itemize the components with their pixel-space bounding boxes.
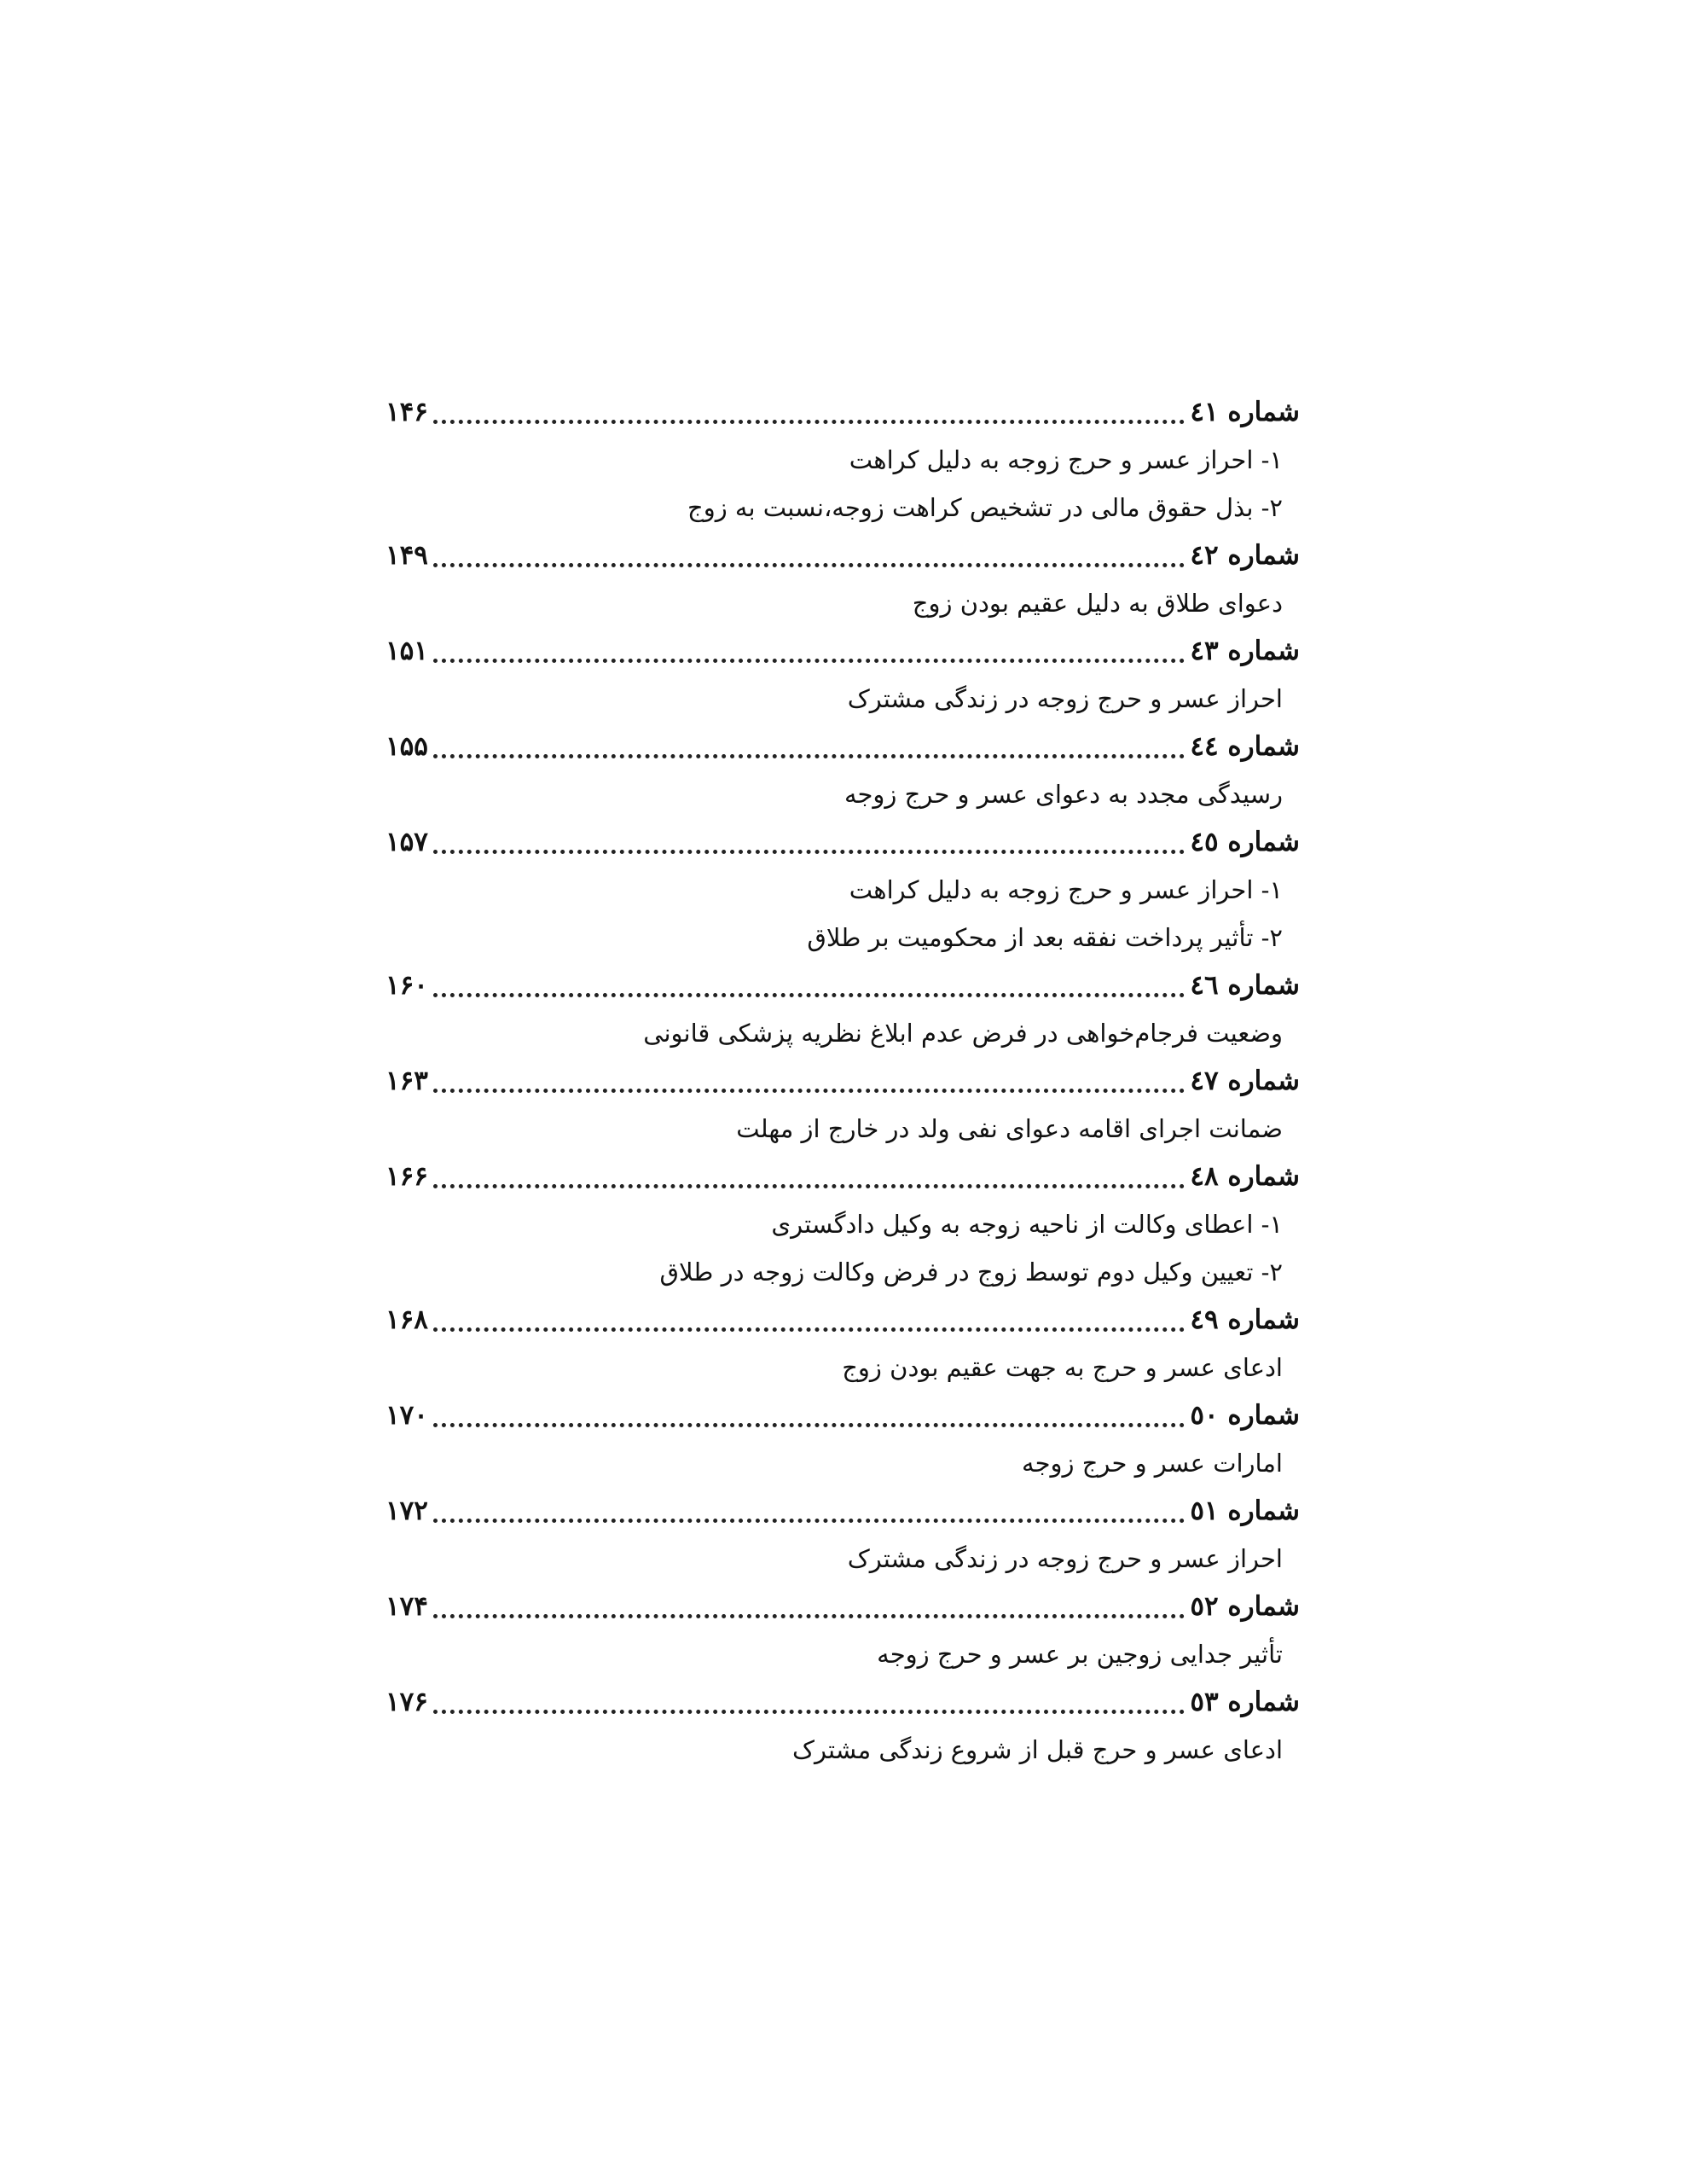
toc-entry: [386, 961, 1300, 1057]
toc-page-number: ۱۶۳: [386, 1066, 428, 1096]
dot-leader: [433, 1519, 1185, 1523]
toc-entry-heading: [386, 818, 1300, 866]
toc-entry-title: شماره ٥٠: [1190, 1400, 1300, 1431]
toc-subentry: [386, 436, 1300, 484]
toc-subentry-text: رسیدگی مجدد به دعوای عسر و حرج زوجه: [844, 780, 1283, 809]
toc-page-number: ۱۵۷: [386, 827, 428, 857]
toc-entry: [386, 1678, 1300, 1774]
toc-entry-heading: [386, 1583, 1300, 1630]
toc-entry-heading: [386, 531, 1300, 579]
toc-subentry-text: وضعیت فرجام‌خواهی در فرض عدم ابلاغ نظریه پزشکی قانونی: [643, 1019, 1283, 1048]
toc-subentry-text: احراز عسر و حرج زوجه در زندگی مشترک: [847, 684, 1283, 713]
toc-entry: [386, 1057, 1300, 1153]
dot-leader: [433, 993, 1185, 997]
toc-page-number: ۱۶۶: [386, 1161, 428, 1192]
dot-leader: [433, 754, 1185, 758]
toc-page-number: ۱۵۵: [386, 731, 428, 762]
toc-entry-heading: [386, 1153, 1300, 1200]
toc-entry-title: شماره ٥١: [1190, 1496, 1300, 1526]
dot-leader: [433, 1089, 1185, 1093]
toc-entry: [386, 1583, 1300, 1678]
toc-subentry: [386, 1344, 1300, 1391]
toc-page-number: ۱۴۹: [386, 540, 428, 571]
toc-entry: [386, 723, 1300, 818]
toc-subentry: [386, 1009, 1300, 1057]
toc-subentry: [386, 1439, 1300, 1487]
toc-entry: [386, 388, 1300, 531]
toc-page-number: ۱۷۶: [386, 1687, 428, 1717]
toc-entry-heading: [386, 388, 1300, 436]
toc-subentry-text: ۱- احراز عسر و حرج زوجه به دلیل کراهت: [849, 875, 1283, 904]
toc-subentry-text: تأثیر جدایی زوجین بر عسر و حرج زوجه: [877, 1640, 1283, 1669]
toc-entry-title: شماره ٤٨: [1190, 1161, 1300, 1192]
toc-entry-heading: [386, 1057, 1300, 1105]
toc-subentry: [386, 1200, 1300, 1248]
toc-entry-title: شماره ٥٢: [1190, 1591, 1300, 1622]
toc-subentry: [386, 1248, 1300, 1296]
dot-leader: [433, 563, 1185, 567]
toc-entry: [386, 1487, 1300, 1583]
toc-subentry-text: ۲- بذل حقوق مالی در تشخیص کراهت زوجه،نسبت به زوج: [687, 493, 1283, 522]
toc-subentry: [386, 1105, 1300, 1153]
toc-entry-heading: [386, 1487, 1300, 1535]
toc-subentry: [386, 1535, 1300, 1583]
toc-subentry-text: ۲- تأثیر پرداخت نفقه بعد از محکومیت بر طلاق: [807, 923, 1283, 952]
toc-subentry-text: ۲- تعیین وکیل دوم توسط زوج در فرض وکالت زوجه در طلاق: [659, 1258, 1283, 1287]
toc-page-number: ۱۶۰: [386, 970, 428, 1001]
toc-subentry-text: ادعای عسر و حرج قبل از شروع زندگی مشترک: [791, 1735, 1283, 1764]
toc-subentry-text: ۱- اعطای وکالت از ناحیه زوجه به وکیل دادگستری: [771, 1210, 1283, 1239]
toc-entry: [386, 1391, 1300, 1487]
toc-subentry: [386, 579, 1300, 627]
toc-subentry: [386, 866, 1300, 914]
toc-entry-title: شماره ٤٤: [1190, 731, 1300, 762]
toc-entry-title: شماره ٤٧: [1190, 1066, 1300, 1096]
toc-entry-heading: [386, 627, 1300, 675]
toc-page-number: ۱۷۲: [386, 1496, 428, 1526]
dot-leader: [433, 1327, 1185, 1332]
toc-entry-title: شماره ٤٢: [1190, 540, 1300, 571]
table-of-contents: [386, 388, 1300, 1774]
toc-entry: [386, 627, 1300, 723]
toc-entry-title: شماره ٤٥: [1190, 827, 1300, 857]
toc-subentry: [386, 770, 1300, 818]
toc-subentry-text: ضمانت اجرای اقامه دعوای نفی ولد در خارج از مهلت: [736, 1114, 1283, 1143]
toc-entry-heading: [386, 961, 1300, 1009]
dot-leader: [433, 1423, 1185, 1427]
toc-subentry-text: ادعای عسر و حرج به جهت عقیم بودن زوج: [842, 1353, 1283, 1382]
toc-entry: [386, 1296, 1300, 1391]
toc-subentry: [386, 1726, 1300, 1774]
toc-entry: [386, 1153, 1300, 1296]
dot-leader: [433, 1184, 1185, 1188]
toc-page-number: ۱۷۴: [386, 1591, 428, 1622]
toc-entry-title: شماره ٤٦: [1190, 970, 1300, 1001]
toc-entry-heading: [386, 1391, 1300, 1439]
toc-entry: [386, 818, 1300, 961]
toc-entry-title: شماره ٤٣: [1190, 636, 1300, 666]
dot-leader: [433, 850, 1185, 854]
toc-entry-title: شماره ٥٣: [1190, 1687, 1300, 1717]
toc-subentry-text: امارات عسر و حرج زوجه: [1022, 1449, 1283, 1478]
toc-page-number: ۱۷۰: [386, 1400, 428, 1431]
toc-entry-title: شماره ٤١: [1190, 397, 1300, 427]
dot-leader: [433, 659, 1185, 663]
toc-subentry: [386, 484, 1300, 531]
toc-entry-heading: [386, 1296, 1300, 1344]
toc-subentry-text: دعوای طلاق به دلیل عقیم بودن زوج: [912, 589, 1283, 618]
toc-entry: [386, 531, 1300, 627]
toc-entry-heading: [386, 723, 1300, 770]
toc-subentry-text: ۱- احراز عسر و حرج زوجه به دلیل کراهت: [849, 445, 1283, 474]
toc-entry-heading: [386, 1678, 1300, 1726]
dot-leader: [433, 420, 1185, 424]
toc-page-number: ۱۶۸: [386, 1304, 428, 1335]
toc-subentry-text: احراز عسر و حرج زوجه در زندگی مشترک: [847, 1544, 1283, 1573]
toc-subentry: [386, 914, 1300, 961]
toc-entry-title: شماره ٤٩: [1190, 1304, 1300, 1335]
toc-subentry: [386, 1630, 1300, 1678]
toc-page-number: ۱۴۶: [386, 397, 428, 427]
dot-leader: [433, 1614, 1185, 1618]
dot-leader: [433, 1710, 1185, 1714]
toc-page-number: ۱۵۱: [386, 636, 428, 666]
toc-subentry: [386, 675, 1300, 723]
